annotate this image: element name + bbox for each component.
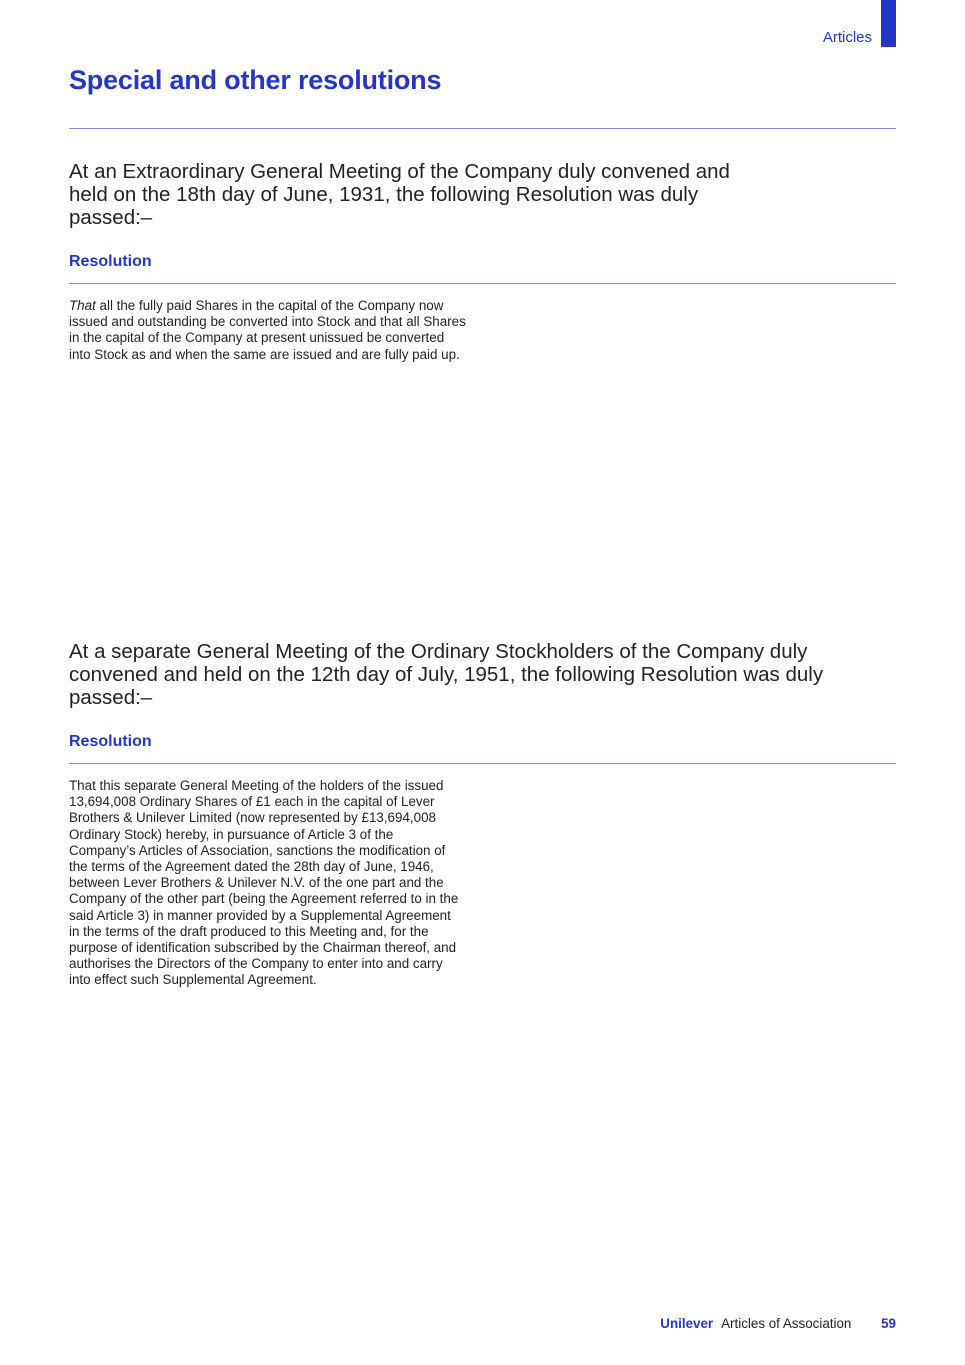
page-title: Special and other resolutions: [69, 65, 442, 95]
section-tab-label: Articles: [822, 29, 872, 46]
resolution-2-divider: [69, 763, 896, 764]
resolution-1-heading: Resolution: [69, 253, 152, 270]
title-divider: [69, 128, 896, 129]
resolution-1-body-text: all the fully paid Shares in the capital of the Company now issued and outstanding be converted into Stock and that all Shares in the capital of the Company at present unissued be converted into Stock as and when the same are issued and are fully paid up.: [69, 298, 466, 362]
resolution-1-body-lead: That: [69, 298, 96, 313]
page-footer: [660, 1315, 896, 1333]
resolution-2-heading: Resolution: [69, 733, 152, 750]
section-tab-marker: [881, 0, 896, 47]
resolution-1-intro: At an Extraordinary General Meeting of the Company duly convened and held on the 18th day of June, 1931, the following Resolution was duly passed:–: [69, 160, 730, 229]
resolution-2-body: That this separate General Meeting of the holders of the issued 13,694,008 Ordinary Shares of £1 each in the capital of Lever Brothers & Unilever Limited (now represented by £13,694,008 Ordinary Stock) hereby, in pursuance of Article 3 of the Company’s Articles of Association, sanctions the modification of the terms of the Agreement dated the 28th day of June, 1946, between Lever Brothers & Unilever N.V. of the one part and the Company of the other part (being the Agreement referred to in the said Article 3) in manner provided by a Supplemental Agreement in the terms of the draft produced to this Meeting and, for the purpose of identification subscribed by the Chairman thereof, and authorises the Directors of the Company to enter into and carry into effect such Supplemental Agreement.: [69, 778, 459, 988]
footer-brand: Unilever: [660, 1316, 714, 1331]
resolution-1-body: [69, 298, 469, 363]
page-number: 59: [881, 1316, 896, 1331]
footer-document-title: Articles of Association: [721, 1316, 852, 1331]
resolution-2-intro: At a separate General Meeting of the Ordinary Stockholders of the Company duly convened and held on the 12th day of July, 1951, the following Resolution was duly passed:–: [69, 640, 824, 709]
resolution-1-divider: [69, 283, 896, 284]
